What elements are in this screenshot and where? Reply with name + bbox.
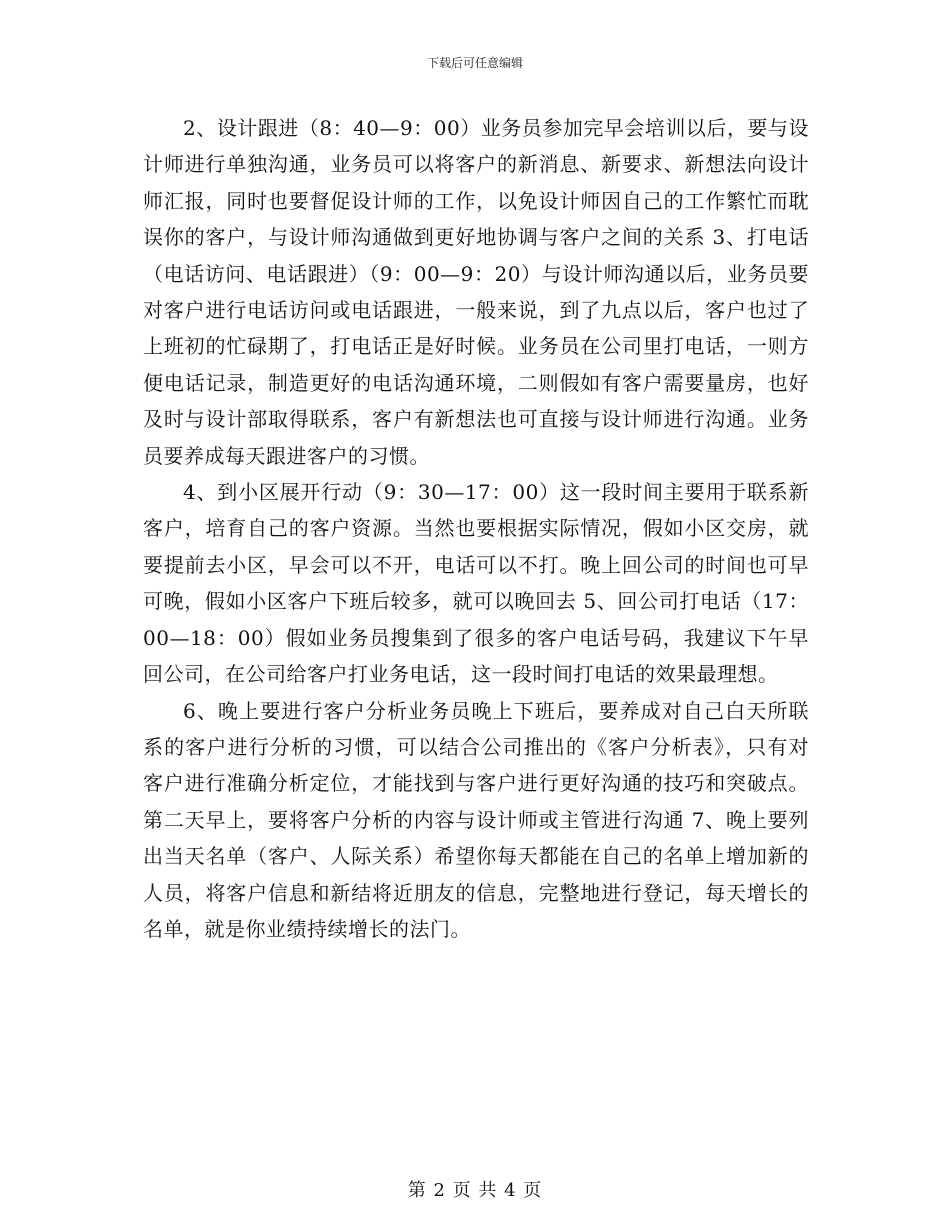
page-header: 下载后可任意编辑 xyxy=(426,56,523,70)
paragraph-customer-analysis: 6、晚上要进行客户分析业务员晚上下班后，要养成对自己白天所联系的客户进行分析的习惯，可以结合公司推出的《客户分析表》，只有对客户进行准确分析定位，才能找到与客户进行更好沟通的技巧和突破点。第二天早上，要将客户分析的内容与设计师或主管进行沟通 7、晚上要列出当天名单（客户、人际关系）希望你每天都能在自己的名单上增加新的人员，将客户信息和新结将近朋友的信息，完整地进行登记，每天增长的名单，就是你业绩持续增长的法门。 xyxy=(143,698,809,941)
paragraph-community-action: 4、到小区展开行动（9：30—17：00）这一段时间主要用于联系新客户，培育自己的客户资源。当然也要根据实际情况，假如小区交房，就要提前去小区，早会可以不开，电话可以不打。晚上回公司的时间也可早可晚，假如小区客户下班后较多，就可以晚回去 5、回公司打电话（17：00—18：00）假如业务员搜集到了很多的客户电话号码，我建议下午早回公司，在公司给客户打业务电话，这一段时间打电话的效果最理想。 xyxy=(143,480,809,687)
paragraph-design-followup: 2、设计跟进（8：40—9：00）业务员参加完早会培训以后，要与设计师进行单独沟通，业务员可以将客户的新消息、新要求、新想法向设计师汇报，同时也要督促设计师的工作，以免设计师因自己的工作繁忙而耽误你的客户，与设计师沟通做到更好地协调与客户之间的关系 3、打电话（电话访问、电话跟进）（9：00—9：20）与设计师沟通以后，业务员要对客户进行电话访问或电话跟进，一般来说，到了九点以后，客户也过了上班初的忙碌期了，打电话正是好时候。业务员在公司里打电话，一则方便电话记录，制造更好的电话沟通环境，二则假如有客户需要量房，也好及时与设计部取得联系，客户有新想法也可直接与设计师进行沟通。业务员要养成每天跟进客户的习惯。 xyxy=(143,116,809,468)
page-number-footer: 第 2 页 共 4 页 xyxy=(407,1180,543,1201)
body-content xyxy=(143,110,809,947)
